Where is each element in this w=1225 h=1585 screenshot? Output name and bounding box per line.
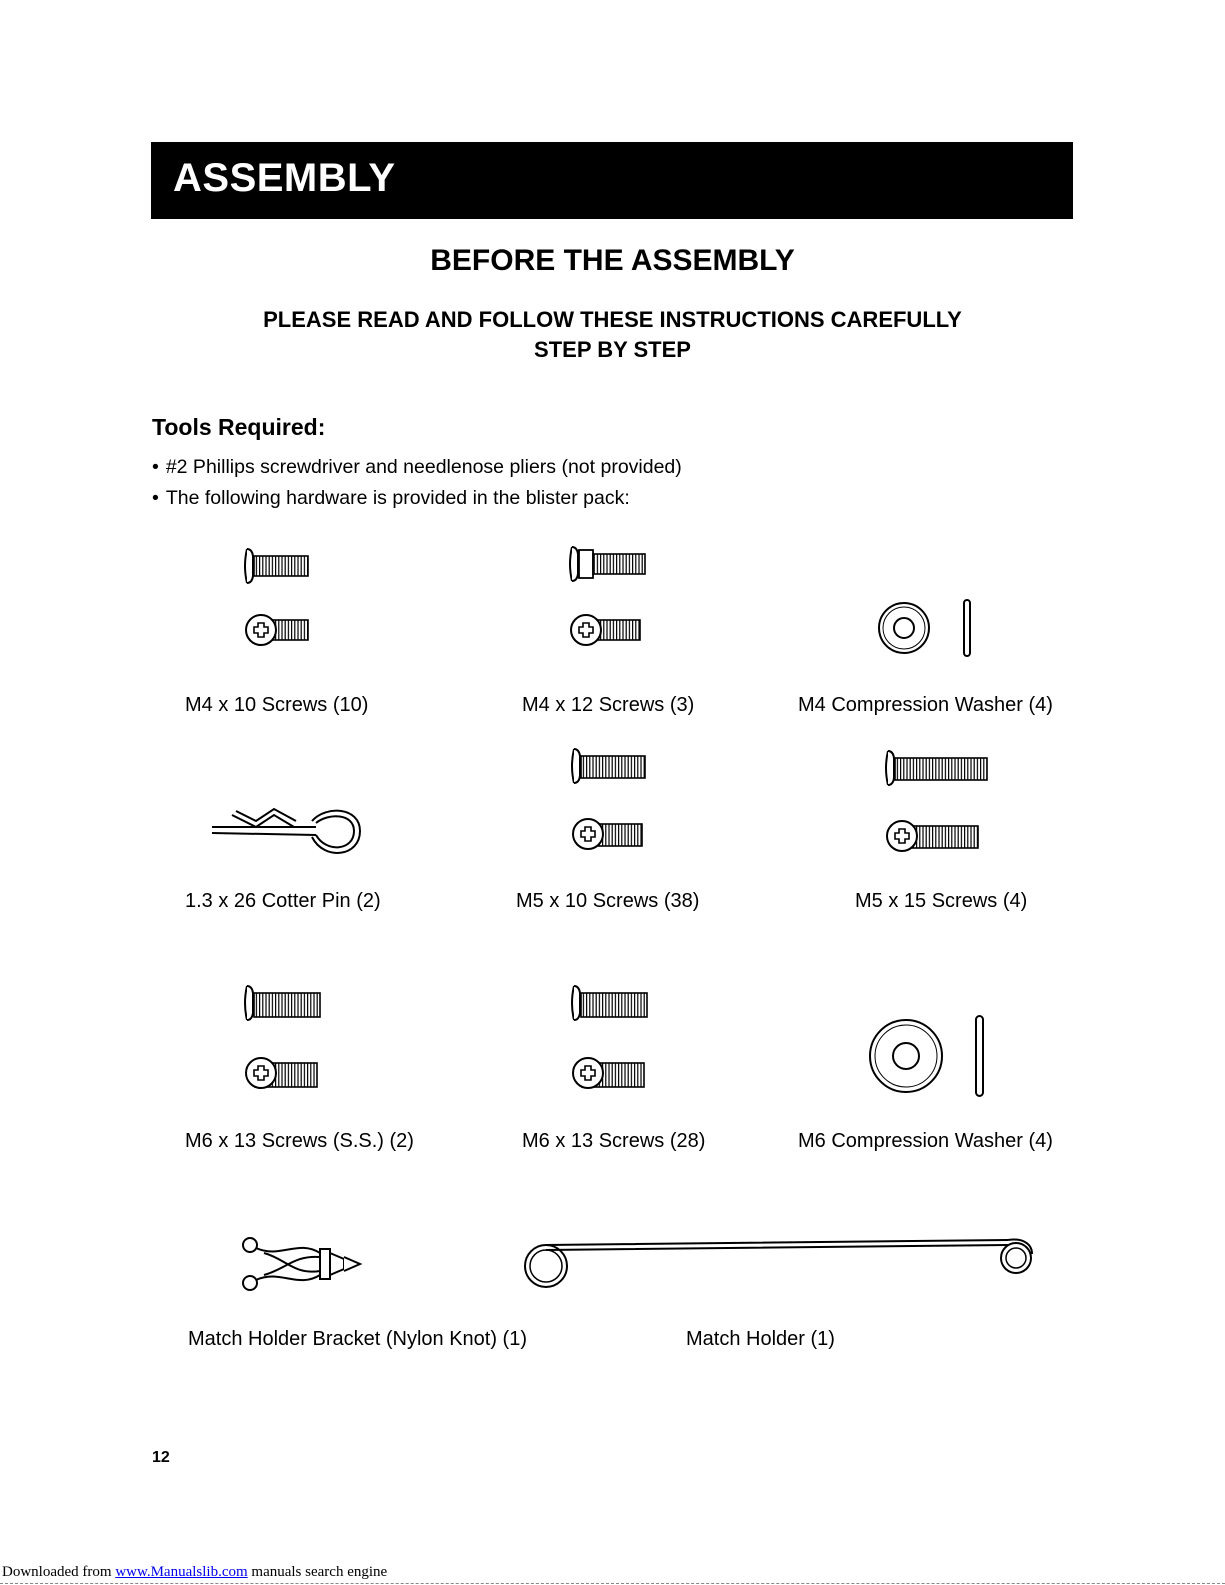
- instructions-heading-line2: STEP BY STEP: [534, 337, 691, 362]
- nylon-knot-bracket-icon: [240, 1235, 365, 1295]
- tools-required-heading: Tools Required:: [152, 414, 326, 440]
- screw-icon: [243, 548, 323, 658]
- match-holder-rod-icon: [522, 1236, 1037, 1292]
- page-number: 12: [152, 1449, 170, 1466]
- hardware-label: M4 x 10 Screws (10): [185, 694, 369, 716]
- section-banner: [151, 142, 1073, 219]
- screw-icon: [570, 748, 660, 868]
- footer-suffix: manuals search engine: [251, 1564, 388, 1580]
- hardware-label: M4 x 12 Screws (3): [522, 694, 695, 716]
- footer-prefix: Downloaded from: [2, 1564, 112, 1580]
- tools-list: [152, 452, 682, 514]
- before-assembly-heading: BEFORE THE ASSEMBLY: [430, 244, 795, 277]
- hardware-label: M6 Compression Washer (4): [798, 1130, 1053, 1152]
- hardware-label: M5 x 15 Screws (4): [855, 890, 1028, 912]
- list-item: • #2 Phillips screwdriver and needlenose pliers (not provided): [152, 452, 682, 483]
- hardware-label: Match Holder Bracket (Nylon Knot) (1): [188, 1328, 528, 1350]
- instructions-heading-line1: PLEASE READ AND FOLLOW THESE INSTRUCTIONS CAREFULLY: [263, 307, 962, 332]
- hardware-label: M6 x 13 Screws (28): [522, 1130, 706, 1152]
- list-item: • The following hardware is provided in the blister pack:: [152, 483, 682, 514]
- washer-icon: [868, 1014, 988, 1098]
- instructions-heading: [0, 305, 1225, 365]
- footer-divider: [0, 1583, 1225, 1584]
- hardware-label: M5 x 10 Screws (38): [516, 890, 700, 912]
- download-footer: [0, 1559, 1225, 1585]
- hardware-label: 1.3 x 26 Cotter Pin (2): [185, 890, 381, 912]
- hardware-label: M6 x 13 Screws (S.S.) (2): [185, 1130, 414, 1152]
- screw-icon: [884, 750, 994, 870]
- screw-icon: [570, 985, 660, 1105]
- hardware-label: Match Holder (1): [686, 1328, 835, 1350]
- washer-icon: [878, 598, 978, 658]
- screw-icon: [568, 546, 658, 661]
- hardware-label: M4 Compression Washer (4): [798, 694, 1053, 716]
- manualslib-link[interactable]: www.Manualslib.com: [115, 1564, 248, 1580]
- banner-title: ASSEMBLY: [173, 156, 396, 200]
- cotter-pin-icon: [208, 805, 368, 865]
- screw-icon: [243, 985, 333, 1105]
